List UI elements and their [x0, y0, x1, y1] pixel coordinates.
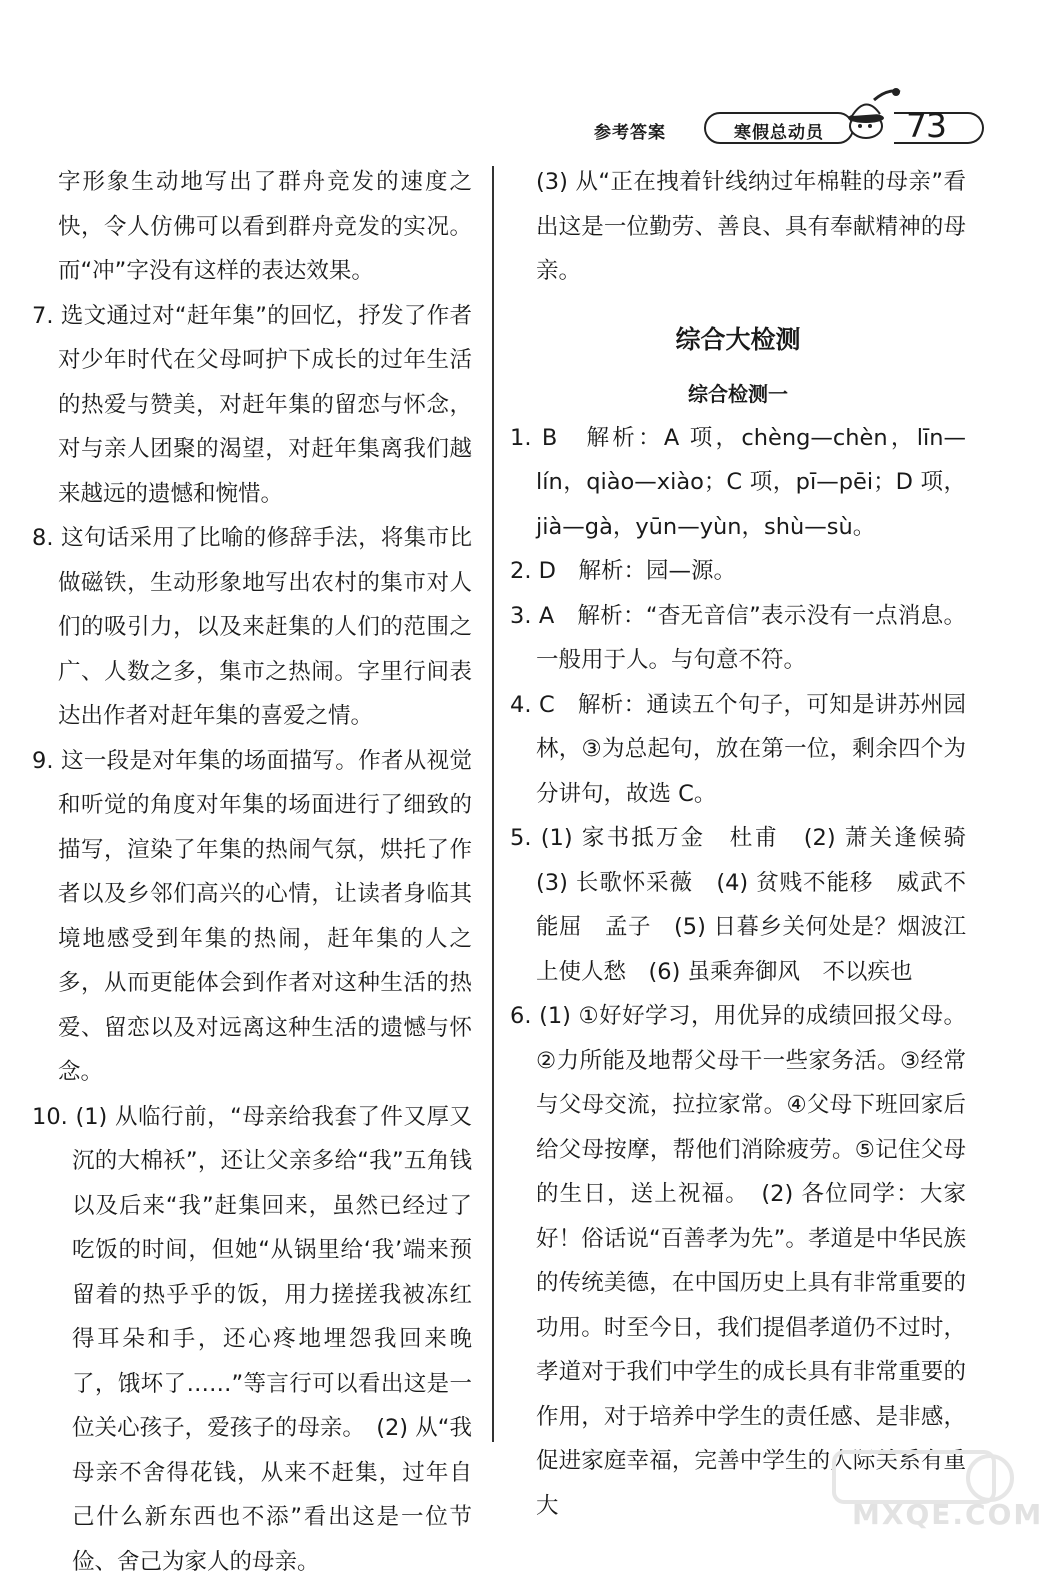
mascot-icon	[840, 86, 902, 146]
brand-title: 寒假总动员	[706, 118, 852, 143]
test-answer-1: 1. B 解析：A 项，chèng—chèn，līn—lín，qiào—xiào；C 项，pī—pēi；D 项，jià—gà，yūn—yùn，shù—sù。	[510, 416, 966, 550]
answer-9: 9. 这一段是对年集的场面描写。作者从视觉和听觉的角度对年集的场面进行了细致的描写，渲染了年集的热闹气氛，烘托了作者以及乡邻们高兴的心情，让读者身临其境地感受到年集的热闹，赶年集的人之多，从而更能体会到作者对这种生活的热爱、留恋以及对远离这种生活的遗憾与怀念。	[32, 739, 472, 1095]
brand-pill	[704, 112, 854, 144]
test-answer-6: 6. (1) ①好好学习，用优异的成绩回报父母。②力所能及地帮父母干一些家务活。③经常与父母交流，拉拉家常。④父母下班回家后给父母按摩，帮他们消除疲劳。⑤记住父母的生日，送上祝福。 (2) 各位同学：大家好！俗话说“百善孝为先”。孝道是中华民族的传统美德，在中国历史上具有非常重要的功用。时至今日，我们提倡孝道仍不过时，孝道对于我们中学生的成长具有非常重要的作用，对于培养中学生的责任感、是非感，促进家庭幸福，完善中学生的人际关系有重大	[510, 994, 966, 1528]
answer-8: 8. 这句话采用了比喻的修辞手法，将集市比做磁铁，生动形象地写出农村的集市对人们的吸引力，以及来赶集的人们的范围之广、人数之多，集市之热闹。字里行间表达出作者对赶年集的喜爱之情。	[32, 516, 472, 739]
sub-section-title: 综合检测一	[510, 372, 966, 416]
column-divider	[492, 166, 494, 1442]
watermark-domain: MXQE.COM	[852, 1498, 1043, 1531]
left-column	[32, 160, 472, 1584]
test-answer-4: 4. C 解析：通读五个句子，可知是讲苏州园林，③为总起句，放在第一位，剩余四个为分讲句，故选 C。	[510, 683, 966, 817]
test-answer-5: 5. (1) 家书抵万金 杜甫 (2) 萧关逢候骑 (3) 长歌怀采薇 (4) 贫贱不能移 威武不能屈 孟子 (5) 日暮乡关何处是？烟波江上使人愁 (6) 虽乘奔御风 不以疾也	[510, 816, 966, 994]
right-column	[510, 160, 966, 1528]
page-header	[588, 108, 998, 154]
answer-7: 7. 选文通过对“赶年集”的回忆，抒发了作者对少年时代在父母呵护下成长的过年生活的热爱与赞美，对赶年集的留恋与怀念，对与亲人团聚的渴望，对赶年集离我们越来越远的遗憾和惋惜。	[32, 294, 472, 517]
page-number: 73	[906, 106, 946, 145]
section-title: 综合大检测	[510, 318, 966, 362]
reference-answer-label: 参考答案	[594, 118, 666, 143]
answer-6-continued: 字形象生动地写出了群舟竞发的速度之快，令人仿佛可以看到群舟竞发的实况。而“冲”字没有这样的表达效果。	[32, 160, 472, 294]
test-answer-2: 2. D 解析：园—源。	[510, 549, 966, 594]
test-answer-3: 3. A 解析：“杳无音信”表示没有一点消息。一般用于人。与句意不符。	[510, 594, 966, 683]
answer-10: 10. (1) 从临行前，“母亲给我套了件又厚又沉的大棉袄”，还让父亲多给“我”五角钱以及后来“我”赶集回来，虽然已经过了吃饭的时间，但她“从锅里给‘我’端来预留着的热乎乎的饭，用力搓搓我被冻红得耳朵和手，还心疼地埋怨我回来晚了，饿坏了……”等言行可以看出这是一位关心孩子，爱孩子的母亲。 (2) 从“我母亲不舍得花钱，从来不赶集，过年自己什么新东西也不添”看出这是一位节俭、舍己为家人的母亲。	[32, 1095, 472, 1584]
answer-10-part-3: (3) 从“正在拽着针线纳过年棉鞋的母亲”看出这是一位勤劳、善良、具有奉献精神的母亲。	[510, 160, 966, 294]
